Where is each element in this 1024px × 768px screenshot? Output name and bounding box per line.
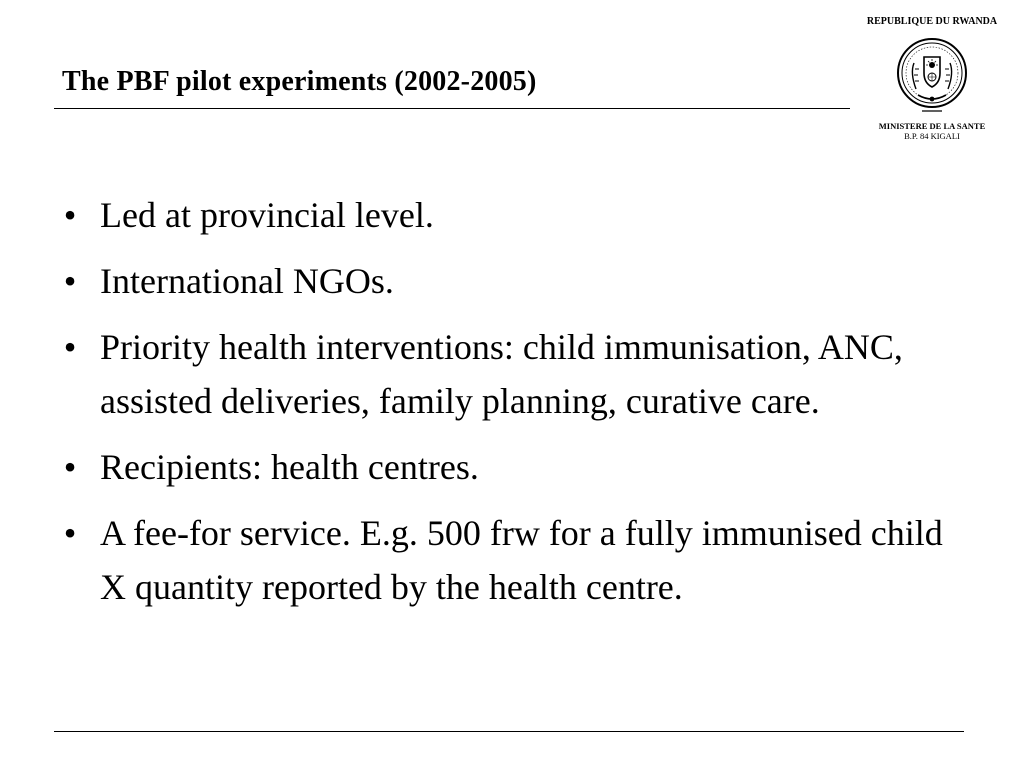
footer-divider: [54, 731, 964, 732]
bullet-text: International NGOs.: [100, 261, 394, 301]
list-item: [58, 506, 958, 614]
bullet-marker: •: [63, 447, 77, 487]
rwanda-coat-of-arms-icon: [894, 33, 970, 117]
bullet-marker: •: [63, 195, 77, 235]
bullet-text: Priority health interventions: child immunisation, ANC, assisted deliveries, family planning, curative care.: [100, 327, 903, 421]
republic-label: REPUBLIQUE DU RWANDA: [866, 16, 998, 27]
ministry-header: [858, 16, 1006, 141]
bullet-list: [58, 188, 958, 626]
bullet-text: Led at provincial level.: [100, 195, 434, 235]
list-item: [58, 320, 958, 428]
list-item: [58, 254, 958, 308]
bullet-marker: •: [63, 513, 77, 553]
bullet-text: Recipients: health centres.: [100, 447, 479, 487]
ministry-label: MINISTERE DE LA SANTE: [878, 121, 986, 131]
address-label: B.P. 84 KIGALI: [904, 131, 960, 141]
title-divider: [54, 108, 850, 109]
slide-title: The PBF pilot experiments (2002-2005): [62, 66, 537, 97]
bullet-marker: •: [63, 261, 77, 301]
bullet-marker: •: [63, 327, 77, 367]
bullet-text: A fee-for service. E.g. 500 frw for a fully immunised child X quantity reported by the health centre.: [100, 513, 943, 607]
list-item: [58, 188, 958, 242]
list-item: [58, 440, 958, 494]
